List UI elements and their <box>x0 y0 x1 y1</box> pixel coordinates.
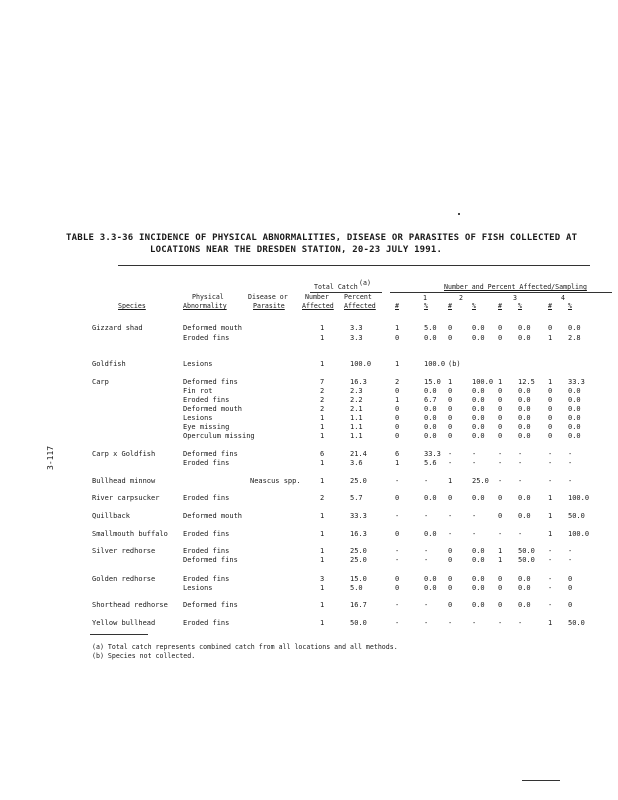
title-rule <box>118 265 590 266</box>
cell-sampling-value: 0.0 <box>424 414 437 422</box>
cell-sampling-value: 25.0 <box>472 477 489 485</box>
cell-sampling-value: 1 <box>548 378 553 386</box>
cell-sampling-value: 0 <box>548 432 553 440</box>
cell-abnormality: Deformed mouth <box>183 512 243 520</box>
cell-percent-affected: 1.1 <box>350 423 363 431</box>
cell-number-affected: 1 <box>320 547 325 555</box>
header-sampling-3: 3 <box>513 294 517 302</box>
cell-sampling-value: - <box>472 450 477 458</box>
cell-sampling-value: - <box>424 601 429 609</box>
cell-number-affected: 1 <box>320 423 325 431</box>
cell-sampling-value: 0.0 <box>472 601 485 609</box>
cell-sampling-value: - <box>472 512 477 520</box>
cell-sampling-value: 0.0 <box>568 396 581 404</box>
cell-number-affected: 2 <box>320 494 325 502</box>
cell-sampling-value: 0.0 <box>518 414 531 422</box>
cell-sampling-value: 0 <box>395 334 400 342</box>
cell-sampling-value: 0.0 <box>472 324 485 332</box>
cell-percent-affected: 16.3 <box>350 530 367 538</box>
cell-sampling-value: 0.0 <box>424 584 437 592</box>
cell-sampling-value: 50.0 <box>518 547 535 555</box>
cell-sampling-value: 1 <box>395 360 400 368</box>
cell-sampling-value: - <box>498 450 503 458</box>
cell-number-affected: 1 <box>320 619 325 627</box>
header-number-l2: Affected <box>302 302 334 310</box>
cell-sampling-value: 100.0 <box>568 530 590 538</box>
footnote-rule <box>90 634 148 635</box>
cell-sampling-value: 0.0 <box>472 387 485 395</box>
cell-sampling-value: - <box>548 575 553 583</box>
cell-sampling-value: - <box>424 477 429 485</box>
cell-sampling-value: 0.0 <box>472 334 485 342</box>
header-pct-1: % <box>424 302 428 310</box>
cell-sampling-value: - <box>448 459 453 467</box>
cell-sampling-value: - <box>395 512 400 520</box>
cell-sampling-value: 0 <box>448 414 453 422</box>
cell-percent-affected: 50.0 <box>350 619 367 627</box>
cell-sampling-value: 0 <box>548 396 553 404</box>
cell-sampling-value: - <box>568 459 573 467</box>
header-physical-l2: Abnormality <box>183 302 227 310</box>
cell-sampling-value: 0 <box>498 584 503 592</box>
cell-sampling-value: 0 <box>448 423 453 431</box>
cell-number-affected: 1 <box>320 324 325 332</box>
header-percent-l2: Affected <box>344 302 376 310</box>
cell-sampling-value: - <box>518 619 523 627</box>
sampling-rule <box>390 292 612 293</box>
cell-sampling-value: 1 <box>498 556 503 564</box>
cell-percent-affected: 1.1 <box>350 432 363 440</box>
cell-sampling-value: 0.0 <box>518 387 531 395</box>
cell-sampling-value: 33.3 <box>424 450 441 458</box>
cell-sampling-value: 0.0 <box>518 405 531 413</box>
cell-sampling-value: 50.0 <box>568 512 585 520</box>
cell-sampling-value: - <box>424 512 429 520</box>
cell-sampling-value: 1 <box>548 494 553 502</box>
cell-sampling-value: 0.0 <box>518 432 531 440</box>
cell-number-affected: 6 <box>320 450 325 458</box>
cell-sampling-value: 1 <box>448 477 453 485</box>
cell-percent-affected: 3.3 <box>350 334 363 342</box>
cell-sampling-value: 0.0 <box>568 387 581 395</box>
cell-percent-affected: 2.1 <box>350 405 363 413</box>
cell-sampling-value: - <box>498 477 503 485</box>
cell-sampling-value: - <box>568 547 573 555</box>
cell-sampling-value: 0 <box>448 405 453 413</box>
cell-sampling-value: 0.0 <box>472 556 485 564</box>
cell-sampling-value: - <box>395 556 400 564</box>
cell-sampling-value: 0.0 <box>568 414 581 422</box>
cell-number-affected: 3 <box>320 575 325 583</box>
cell-percent-affected: 2.3 <box>350 387 363 395</box>
cell-sampling-value: 0.0 <box>518 601 531 609</box>
cell-species: Carp x Goldfish <box>92 450 156 458</box>
cell-species: Bullhead minnow <box>92 477 156 485</box>
cell-sampling-value: 1 <box>548 334 553 342</box>
cell-sampling-value: - <box>518 459 523 467</box>
header-disease-l2: Parasite <box>253 302 285 310</box>
cell-sampling-value: 0 <box>548 405 553 413</box>
cell-sampling-value: 0 <box>448 584 453 592</box>
cell-sampling-value: 0 <box>498 512 503 520</box>
header-pct-2: % <box>472 302 476 310</box>
cell-sampling-value: 0 <box>568 575 573 583</box>
cell-sampling-value: - <box>548 584 553 592</box>
header-sampling-1: 1 <box>423 294 427 302</box>
cell-sampling-value: - <box>568 556 573 564</box>
cell-sampling-value: - <box>472 530 477 538</box>
cell-sampling-value: 0 <box>395 575 400 583</box>
cell-sampling-value: 0.0 <box>424 405 437 413</box>
footnote-a: (a) Total catch represents combined catch from all locations and all methods. <box>92 643 398 651</box>
cell-percent-affected: 100.0 <box>350 360 372 368</box>
cell-sampling-value: 0.0 <box>424 530 437 538</box>
header-number-l1: Number <box>305 293 329 301</box>
cell-percent-affected: 33.3 <box>350 512 367 520</box>
cell-abnormality: Deformed fins <box>183 378 238 386</box>
cell-number-affected: 1 <box>320 477 325 485</box>
cell-abnormality: Eroded fins <box>183 334 230 342</box>
cell-sampling-value: 0 <box>568 584 573 592</box>
cell-number-affected: 1 <box>320 459 325 467</box>
cell-sampling-value: 0 <box>498 324 503 332</box>
cell-percent-affected: 5.0 <box>350 584 363 592</box>
cell-percent-affected: 25.0 <box>350 477 367 485</box>
cell-sampling-value: 0 <box>498 575 503 583</box>
cell-sampling-value: 0 <box>448 494 453 502</box>
cell-number-affected: 1 <box>320 334 325 342</box>
cell-abnormality: Eye missing <box>183 423 230 431</box>
header-n-3: # <box>498 302 502 310</box>
cell-sampling-value: - <box>548 556 553 564</box>
cell-percent-affected: 25.0 <box>350 547 367 555</box>
cell-sampling-value: - <box>548 601 553 609</box>
cell-species: Shorthead redhorse <box>92 601 168 609</box>
cell-sampling-value: 0.0 <box>472 405 485 413</box>
cell-sampling-value: 1 <box>498 378 503 386</box>
header-n-2: # <box>448 302 452 310</box>
cell-sampling-value: 1 <box>448 378 453 386</box>
cell-sampling-value: - <box>548 547 553 555</box>
cell-sampling-value: 1 <box>548 512 553 520</box>
scan-mark <box>522 780 560 781</box>
page-number: 3-117 <box>46 445 55 470</box>
cell-species: River carpsucker <box>92 494 160 502</box>
cell-sampling-value: 0.0 <box>424 494 437 502</box>
cell-sampling-value: 0.0 <box>424 432 437 440</box>
cell-sampling-value: 0.0 <box>568 432 581 440</box>
cell-abnormality: Eroded fins <box>183 459 230 467</box>
cell-sampling-value: - <box>518 450 523 458</box>
cell-sampling-value: - <box>395 619 400 627</box>
cell-sampling-value: 0.0 <box>424 334 437 342</box>
cell-sampling-value: 6.7 <box>424 396 437 404</box>
cell-abnormality: Lesions <box>183 584 213 592</box>
cell-sampling-value: - <box>518 477 523 485</box>
cell-sampling-value: - <box>448 512 453 520</box>
header-percent-l1: Percent <box>344 293 372 301</box>
cell-sampling-value: - <box>548 450 553 458</box>
cell-species: Goldfish <box>92 360 126 368</box>
cell-sampling-value: 0 <box>498 334 503 342</box>
cell-number-affected: 1 <box>320 432 325 440</box>
cell-sampling-value: 0.0 <box>472 547 485 555</box>
header-disease-l1: Disease or <box>248 293 288 301</box>
cell-percent-affected: 3.3 <box>350 324 363 332</box>
header-sampling-4: 4 <box>561 294 565 302</box>
cell-sampling-value: 1 <box>395 324 400 332</box>
cell-sampling-value: 0.0 <box>472 423 485 431</box>
cell-sampling-value: - <box>448 619 453 627</box>
cell-disease: Neascus spp. <box>250 477 301 485</box>
cell-sampling-value: 0.0 <box>518 584 531 592</box>
header-pct-4: % <box>568 302 572 310</box>
cell-sampling-value: 2 <box>395 378 400 386</box>
cell-sampling-value: 0 <box>448 387 453 395</box>
table-title-line2: LOCATIONS NEAR THE DRESDEN STATION, 20-23 JULY 1991. <box>150 245 443 255</box>
cell-sampling-value: - <box>424 547 429 555</box>
cell-sampling-value: 0 <box>448 601 453 609</box>
cell-sampling-value: - <box>568 477 573 485</box>
header-n-1: # <box>395 302 399 310</box>
cell-abnormality: Fin rot <box>183 387 213 395</box>
header-species: Species <box>118 302 146 310</box>
cell-abnormality: Deformed mouth <box>183 405 243 413</box>
cell-sampling-value: 0 <box>395 423 400 431</box>
cell-sampling-value: 100.0 <box>424 360 446 368</box>
cell-sampling-value: 0 <box>448 575 453 583</box>
cell-sampling-value: - <box>548 459 553 467</box>
cell-sampling-value: 5.6 <box>424 459 437 467</box>
cell-sampling-value: 0 <box>448 432 453 440</box>
header-physical-l1: Physical <box>192 293 224 301</box>
cell-number-affected: 1 <box>320 530 325 538</box>
cell-sampling-value: 0 <box>395 414 400 422</box>
cell-sampling-value: 0 <box>395 387 400 395</box>
cell-sampling-value: 0 <box>448 547 453 555</box>
cell-species: Carp <box>92 378 109 386</box>
cell-sampling-value: 0 <box>498 405 503 413</box>
cell-sampling-value: 1 <box>548 619 553 627</box>
cell-sampling-value: - <box>568 450 573 458</box>
cell-sampling-value: - <box>395 547 400 555</box>
cell-sampling-value: 0 <box>548 414 553 422</box>
cell-number-affected: 1 <box>320 584 325 592</box>
cell-sampling-value: 1 <box>498 547 503 555</box>
cell-percent-affected: 25.0 <box>350 556 367 564</box>
cell-sampling-value: - <box>395 601 400 609</box>
cell-percent-affected: 15.0 <box>350 575 367 583</box>
table-title-line1: TABLE 3.3-36 INCIDENCE OF PHYSICAL ABNORMALITIES, DISEASE OR PARASITES OF FISH COLLECTED AT <box>66 233 578 243</box>
cell-sampling-value: 0 <box>548 387 553 395</box>
cell-sampling-value: 0.0 <box>424 387 437 395</box>
cell-abnormality: Lesions <box>183 414 213 422</box>
cell-sampling-value: 0 <box>498 494 503 502</box>
cell-sampling-value: 0.0 <box>518 575 531 583</box>
cell-sampling-value: 0 <box>548 423 553 431</box>
cell-species: Yellow bullhead <box>92 619 156 627</box>
cell-sampling-value: 0 <box>498 414 503 422</box>
cell-sampling-value: 0.0 <box>472 432 485 440</box>
cell-sampling-value: 0.0 <box>518 494 531 502</box>
cell-abnormality: Eroded fins <box>183 494 230 502</box>
cell-percent-affected: 21.4 <box>350 450 367 458</box>
cell-sampling-value: (b) <box>448 360 461 368</box>
cell-sampling-value: 6 <box>395 450 400 458</box>
cell-sampling-value: 0 <box>395 405 400 413</box>
cell-sampling-value: 0 <box>448 324 453 332</box>
cell-sampling-value: 0.0 <box>518 324 531 332</box>
cell-sampling-value: 0.0 <box>568 423 581 431</box>
cell-sampling-value: - <box>548 477 553 485</box>
cell-sampling-value: 0 <box>395 584 400 592</box>
cell-sampling-value: 1 <box>548 530 553 538</box>
cell-number-affected: 7 <box>320 378 325 386</box>
header-sampling-2: 2 <box>459 294 463 302</box>
cell-sampling-value: 0.0 <box>568 405 581 413</box>
scan-speck <box>458 213 460 215</box>
cell-sampling-value: 33.3 <box>568 378 585 386</box>
header-total-catch: Total Catch <box>314 283 358 291</box>
cell-sampling-value: 0 <box>448 396 453 404</box>
cell-abnormality: Eroded fins <box>183 530 230 538</box>
cell-sampling-value: 0 <box>395 432 400 440</box>
cell-sampling-value: - <box>424 556 429 564</box>
cell-abnormality: Eroded fins <box>183 547 230 555</box>
cell-sampling-value: 0 <box>548 324 553 332</box>
cell-sampling-value: 0.0 <box>518 396 531 404</box>
cell-sampling-value: 0.0 <box>472 584 485 592</box>
cell-sampling-value: 0.0 <box>424 423 437 431</box>
cell-sampling-value: 2.8 <box>568 334 581 342</box>
cell-sampling-value: - <box>498 619 503 627</box>
cell-abnormality: Eroded fins <box>183 396 230 404</box>
cell-sampling-value: 12.5 <box>518 378 535 386</box>
cell-sampling-value: - <box>448 530 453 538</box>
cell-number-affected: 1 <box>320 556 325 564</box>
cell-sampling-value: - <box>498 530 503 538</box>
cell-sampling-value: 0 <box>568 601 573 609</box>
cell-sampling-value: 100.0 <box>568 494 590 502</box>
cell-sampling-value: 0.0 <box>472 494 485 502</box>
cell-number-affected: 1 <box>320 601 325 609</box>
cell-abnormality: Deformed mouth <box>183 324 243 332</box>
cell-sampling-value: 0 <box>395 530 400 538</box>
cell-sampling-value: 0.0 <box>472 414 485 422</box>
cell-sampling-value: 0 <box>448 556 453 564</box>
cell-abnormality: Deformed fins <box>183 450 238 458</box>
cell-abnormality: Lesions <box>183 360 213 368</box>
cell-sampling-value: - <box>472 619 477 627</box>
cell-sampling-value: 0.0 <box>518 423 531 431</box>
cell-abnormality: Eroded fins <box>183 619 230 627</box>
cell-sampling-value: - <box>395 477 400 485</box>
cell-sampling-value: 0.0 <box>472 575 485 583</box>
cell-percent-affected: 16.7 <box>350 601 367 609</box>
cell-sampling-value: 0 <box>498 396 503 404</box>
cell-abnormality: Eroded fins <box>183 575 230 583</box>
cell-percent-affected: 16.3 <box>350 378 367 386</box>
cell-percent-affected: 5.7 <box>350 494 363 502</box>
header-n-4: # <box>548 302 552 310</box>
cell-sampling-value: 0.0 <box>472 396 485 404</box>
cell-sampling-value: 0 <box>498 387 503 395</box>
cell-sampling-value: 50.0 <box>568 619 585 627</box>
footnote-b: (b) Species not collected. <box>92 652 196 660</box>
header-number-percent: Number and Percent Affected/Sampling <box>444 283 587 291</box>
cell-percent-affected: 2.2 <box>350 396 363 404</box>
cell-abnormality: Operculum missing <box>183 432 255 440</box>
cell-number-affected: 1 <box>320 360 325 368</box>
cell-species: Silver redhorse <box>92 547 156 555</box>
cell-sampling-value: 0.0 <box>518 512 531 520</box>
cell-species: Smallmouth buffalo <box>92 530 168 538</box>
cell-sampling-value: 100.0 <box>472 378 494 386</box>
cell-sampling-value: 0 <box>498 432 503 440</box>
cell-sampling-value: - <box>448 450 453 458</box>
cell-sampling-value: - <box>472 459 477 467</box>
cell-sampling-value: 0 <box>498 601 503 609</box>
cell-species: Gizzard shad <box>92 324 143 332</box>
cell-sampling-value: - <box>518 530 523 538</box>
cell-sampling-value: 0.0 <box>518 334 531 342</box>
cell-sampling-value: 0.0 <box>424 575 437 583</box>
cell-percent-affected: 1.1 <box>350 414 363 422</box>
cell-sampling-value: 0 <box>448 334 453 342</box>
cell-number-affected: 1 <box>320 414 325 422</box>
header-pct-3: % <box>518 302 522 310</box>
cell-sampling-value: 0 <box>498 423 503 431</box>
cell-sampling-value: 1 <box>395 396 400 404</box>
cell-sampling-value: - <box>498 459 503 467</box>
cell-species: Golden redhorse <box>92 575 156 583</box>
cell-percent-affected: 3.6 <box>350 459 363 467</box>
cell-sampling-value: 15.0 <box>424 378 441 386</box>
cell-sampling-value: - <box>424 619 429 627</box>
cell-sampling-value: 50.0 <box>518 556 535 564</box>
cell-sampling-value: 0 <box>395 494 400 502</box>
header-total-catch-note: (a) <box>359 279 371 287</box>
cell-number-affected: 1 <box>320 512 325 520</box>
cell-number-affected: 2 <box>320 405 325 413</box>
cell-abnormality: Deformed fins <box>183 556 238 564</box>
cell-sampling-value: 1 <box>395 459 400 467</box>
cell-abnormality: Deformed fins <box>183 601 238 609</box>
cell-sampling-value: 0.0 <box>568 324 581 332</box>
cell-number-affected: 2 <box>320 387 325 395</box>
cell-sampling-value: 5.0 <box>424 324 437 332</box>
cell-number-affected: 2 <box>320 396 325 404</box>
cell-species: Quillback <box>92 512 130 520</box>
